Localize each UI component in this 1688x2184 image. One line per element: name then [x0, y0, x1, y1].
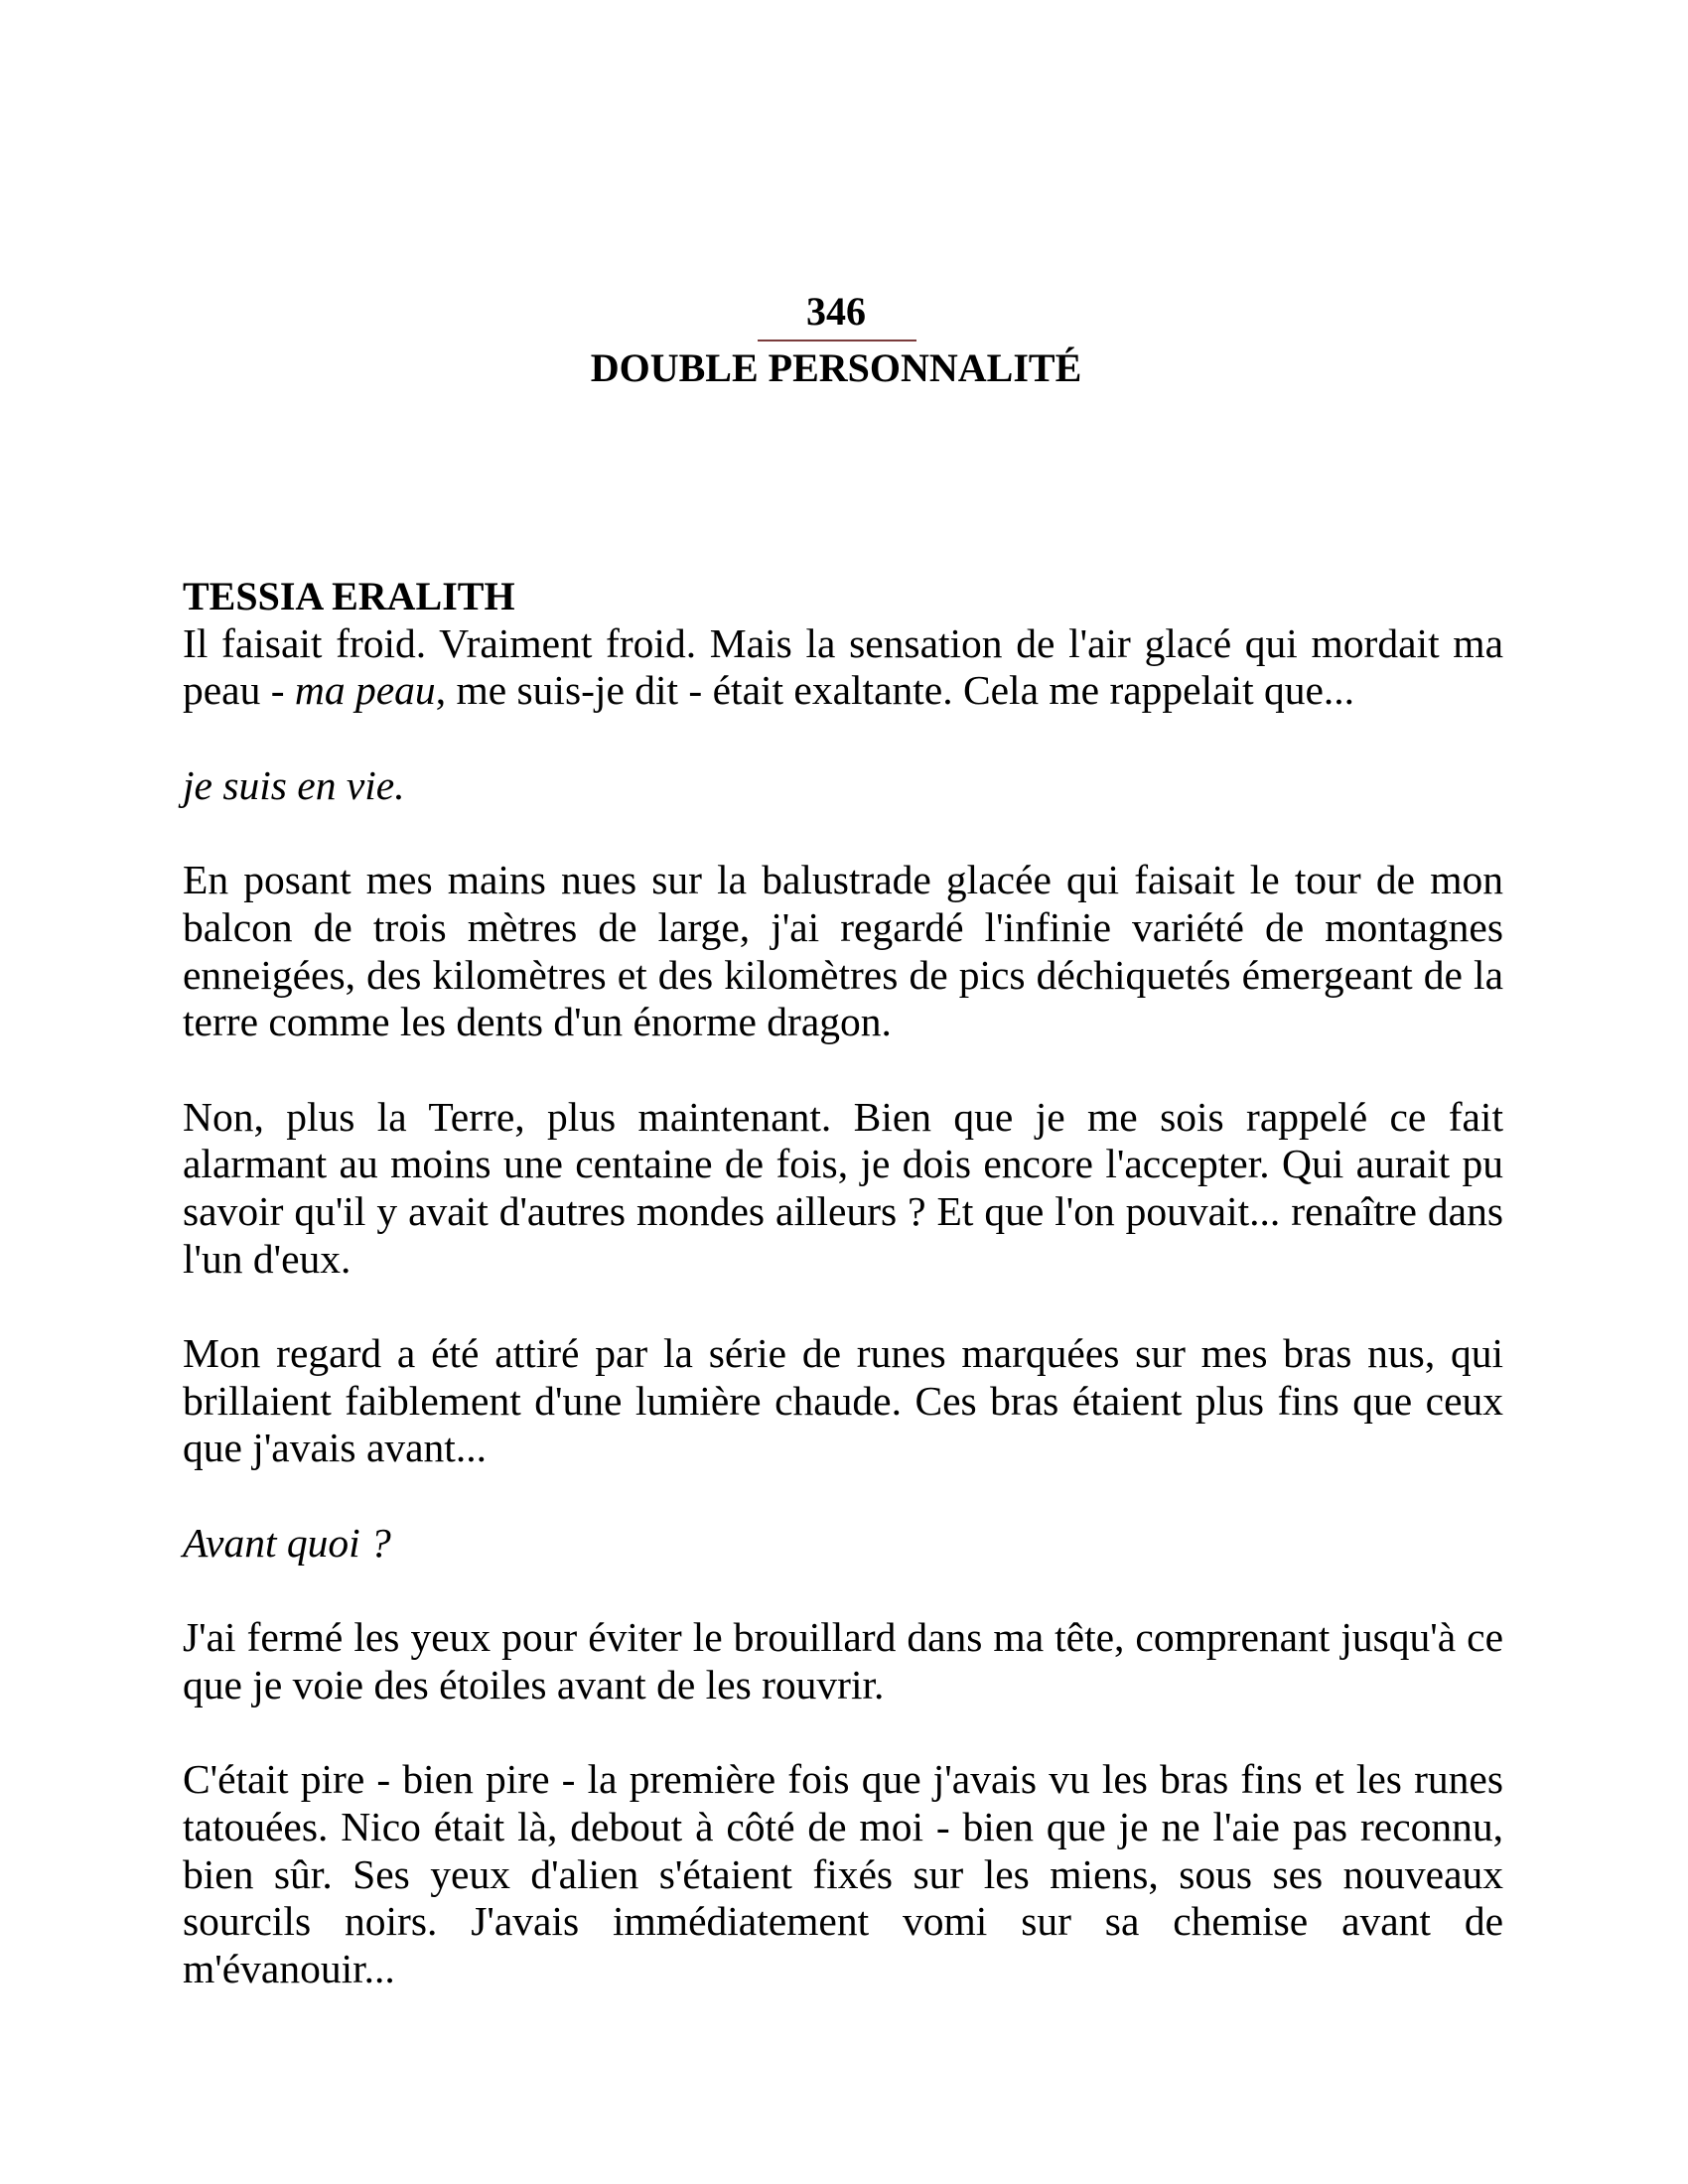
paragraph: [183, 1094, 1503, 1284]
text-line: terre comme les dents d'un énorme dragon.: [183, 999, 892, 1045]
italic-thought: je suis en vie.: [183, 761, 405, 808]
text-line: que j'avais avant...: [183, 1425, 487, 1471]
paragraph: [183, 1756, 1503, 1992]
text-line: balcon de trois mètres de large, j'ai regardé l'infinie variété de montagnes: [183, 903, 1503, 950]
text-line: enneigées, des kilomètres et des kilomètres de pics déchiquetés émergeant de la: [183, 951, 1503, 998]
text-line: que je voie des étoiles avant de les rouvrir.: [183, 1661, 885, 1707]
paragraph-spacer: [183, 1709, 1503, 1757]
paragraph: [183, 1330, 1503, 1472]
text-line: savoir qu'il y avait d'autres mondes ailleurs ? Et que l'on pouvait... renaître dans: [183, 1187, 1503, 1234]
italic-thought: Avant quoi ?: [183, 1519, 391, 1566]
paragraph-spacer: [183, 1046, 1503, 1094]
emphasis-text: ma peau: [294, 667, 436, 714]
paragraph-spacer: [183, 809, 1503, 857]
paragraph-spacer: [183, 715, 1503, 762]
paragraph-spacer: [183, 1567, 1503, 1614]
paragraph: [183, 1614, 1503, 1708]
text-line: C'était pire - bien pire - la première fois que j'avais vu les bras fins et les runes: [183, 1756, 1503, 1803]
text-line: Il faisait froid. Vraiment froid. Mais la sensation de l'air glacé qui mordait ma: [183, 619, 1503, 666]
text-line: alarmant au moins une centaine de fois, je dois encore l'accepter. Qui aurait pu: [183, 1141, 1503, 1187]
text-line: l'un d'eux.: [183, 1235, 352, 1282]
text-line: Non, plus la Terre, plus maintenant. Bien que je me sois rappelé ce fait: [183, 1093, 1503, 1140]
paragraph: [183, 620, 1503, 715]
chapter-number: 346: [806, 289, 866, 334]
text-line: Mon regard a été attiré par la série de runes marquées sur mes bras nus, qui: [183, 1330, 1503, 1376]
chapter-divider-rule: [758, 340, 916, 341]
paragraph-spacer: [183, 1472, 1503, 1520]
text-line: brillaient faiblement d'une lumière chaude. Ces bras étaient plus fins que ceux: [183, 1377, 1503, 1424]
text-line: bien sûr. Ses yeux d'alien s'étaient fixés sur les miens, sous ses nouveaux: [183, 1850, 1503, 1897]
paragraph: [183, 857, 1503, 1046]
paragraph-spacer: [183, 1283, 1503, 1330]
text-span: , me suis-je dit - était exaltante. Cela me rappelait que...: [435, 667, 1355, 714]
chapter-title: DOUBLE PERSONNALITÉ: [590, 345, 1082, 390]
text-line: En posant mes mains nues sur la balustrade glacée qui faisait le tour de mon: [183, 857, 1503, 903]
chapter-body: [183, 573, 1503, 1993]
narrator-heading: TESSIA ERALITH: [183, 574, 515, 618]
text-line: [183, 667, 1503, 715]
text-span: peau -: [183, 667, 295, 714]
text-line: m'évanouir...: [183, 1945, 395, 1991]
text-line: sourcils noirs. J'avais immédiatement vomi sur sa chemise avant de: [183, 1898, 1503, 1945]
text-line: tatouées. Nico était là, debout à côté de moi - bien que je ne l'aie pas reconnu,: [183, 1803, 1503, 1849]
text-line: J'ai fermé les yeux pour éviter le brouillard dans ma tête, comprenant jusqu'à ce: [183, 1614, 1503, 1661]
